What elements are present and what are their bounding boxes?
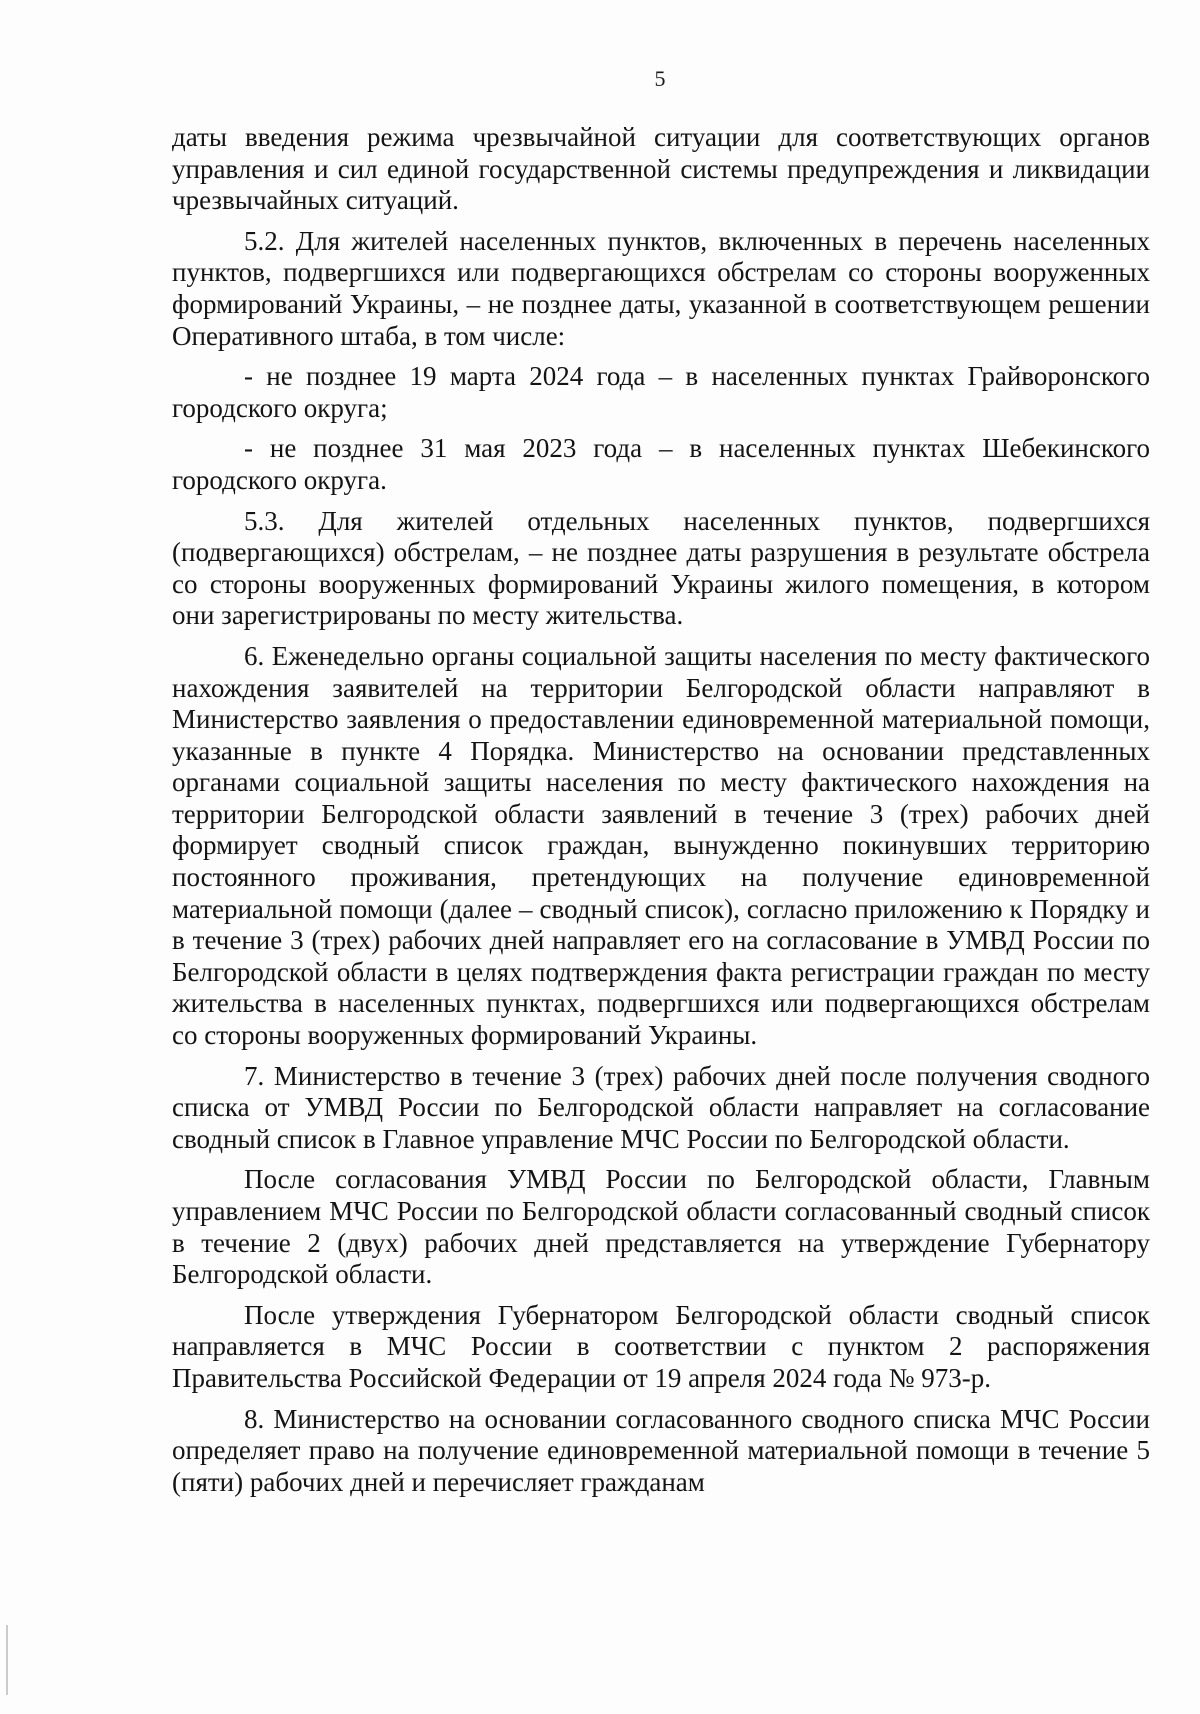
paragraph-6: 6. Еженедельно органы социальной защиты населения по месту фактического нахождения заявителей на территории Белгородской области направляют в Министерство заявления о предоставлении единовременной материальной помощи, указанные в пункте 4 Порядка. Министерство на основании представленных органами социальной защиты населения по месту фактического нахождения на территории Белгородской области заявлений в течение 3 (трех) рабочих дней формирует сводный список граждан, вынужденно покинувших территорию постоянного проживания, претендующих на получение единовременной материальной помощи (далее – сводный список), согласно приложению к Порядку и в течение 3 (трех) рабочих дней направляет его на согласование в УМВД России по Белгородской области в целях подтверждения факта регистрации граждан по месту жительства в населенных пунктах, подвергшихся или подвергающихся обстрелам со стороны вооруженных формирований Украины. bbox=[172, 640, 1150, 1051]
paragraph-5-2-grayvoron: - не позднее 19 марта 2024 года – в населенных пунктах Грайворонского городского округа; bbox=[172, 361, 1150, 423]
page-number: 5 bbox=[654, 66, 666, 91]
paragraph-7: 7. Министерство в течение 3 (трех) рабочих дней после получения сводного списка от УМВД России по Белгородской области направляет на согласование сводный список в Главное управление МЧС России по Белгородской области. bbox=[172, 1060, 1150, 1154]
paragraph-5-2-shebekino: - не позднее 31 мая 2023 года – в населенных пунктах Шебекинского городского округа. bbox=[172, 433, 1150, 495]
paragraph-5-2: 5.2. Для жителей населенных пунктов, включенных в перечень населенных пунктов, подвергшихся или подвергающихся обстрелам со стороны вооруженных формирований Украины, – не позднее даты, указанной в соответствующем решении Оперативного штаба, в том числе: bbox=[172, 225, 1150, 351]
paragraph-5-3: 5.3. Для жителей отдельных населенных пунктов, подвергшихся (подвергающихся) обстрелам, – не позднее даты разрушения в результате обстрела со стороны вооруженных формирований Украины жилого помещения, в котором они зарегистрированы по месту жительства. bbox=[172, 505, 1150, 631]
paragraph-continuation: даты введения режима чрезвычайной ситуации для соответствующих органов управления и сил единой государственной системы предупреждения и ликвидации чрезвычайных ситуаций. bbox=[172, 122, 1150, 216]
document-body bbox=[172, 122, 1150, 1498]
scan-edge-mark bbox=[6, 1625, 8, 1695]
paragraph-7-governor: После утверждения Губернатором Белгородской области сводный список направляется в МЧС России в соответствии с пунктом 2 распоряжения Правительства Российской Федерации от 19 апреля 2024 года № 973-р. bbox=[172, 1299, 1150, 1393]
paragraph-7-approval: После согласования УМВД России по Белгородской области, Главным управлением МЧС России по Белгородской области согласованный сводный список в течение 2 (двух) рабочих дней представляется на утверждение Губернатору Белгородской области. bbox=[172, 1164, 1150, 1290]
paragraph-8: 8. Министерство на основании согласованного сводного списка МЧС России определяет право на получение единовременной материальной помощи в течение 5 (пяти) рабочих дней и перечисляет гражданам bbox=[172, 1403, 1150, 1497]
